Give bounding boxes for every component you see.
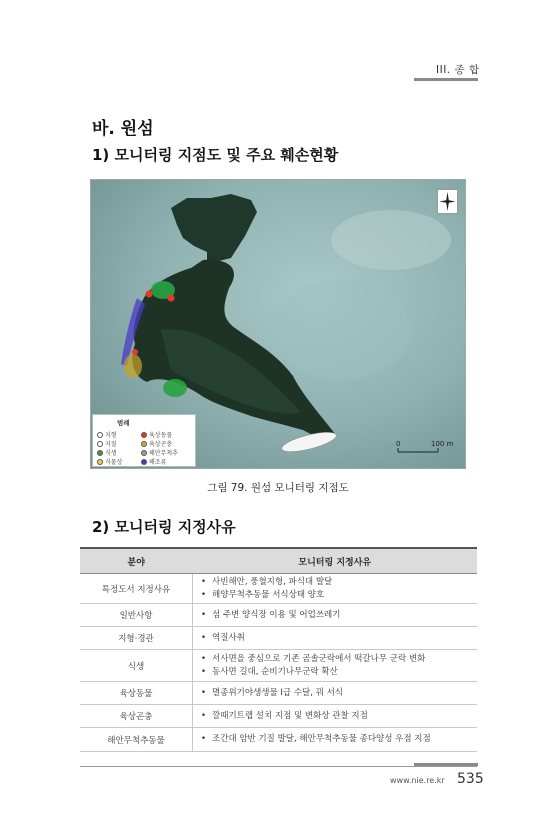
figure-caption: 그림 79. 원섬 모니터링 지점도 <box>207 482 349 494</box>
legend-label: 육상곤충 <box>149 441 173 448</box>
table-row <box>80 728 477 752</box>
row-reasons <box>193 627 478 650</box>
legend-swatch <box>97 441 103 447</box>
legend-item <box>97 430 117 439</box>
legend-title: 범례 <box>117 419 130 427</box>
row-reasons <box>193 650 478 682</box>
row-reasons <box>193 705 478 728</box>
legend-swatch <box>141 450 147 456</box>
subsection-title-reasons: 2) 모니터링 지정사유 <box>92 518 236 536</box>
legend-swatch <box>97 450 103 456</box>
row-reasons <box>193 728 478 752</box>
table-row <box>80 682 477 705</box>
section-title: 바. 원섬 <box>92 119 154 139</box>
legend-label: 식생 <box>105 450 117 457</box>
reason-item: • 깔때기트랩 설치 지점 및 변화상 관찰 지점 <box>201 710 476 723</box>
row-field: 육상곤충 <box>80 705 193 728</box>
legend-item <box>141 448 178 457</box>
reasons-table <box>80 549 477 752</box>
legend-item <box>97 457 122 466</box>
row-field: 일반사항 <box>80 604 193 627</box>
table-row <box>80 604 477 627</box>
row-field: 육상동물 <box>80 682 193 705</box>
legend-label: 해조류 <box>149 459 167 466</box>
header-field: 분야 <box>80 549 193 574</box>
row-field: 지형·경관 <box>80 627 193 650</box>
row-reasons <box>193 604 478 627</box>
legend-label: 지질 <box>105 441 117 448</box>
row-field: 식생 <box>80 650 193 682</box>
reason-item: • 사빈해안, 풍혈지형, 파식대 발달 <box>201 576 476 589</box>
reason-item: • 조간대 암반 기질 발달, 해안무척추동물 종다양성 우점 지점 <box>201 733 476 746</box>
table-row <box>80 627 477 650</box>
legend-label: 지형 <box>105 432 117 439</box>
row-reasons <box>193 574 478 604</box>
footer-site: www.nie.re.kr <box>390 776 445 785</box>
table-row <box>80 650 477 682</box>
table-row <box>80 574 477 604</box>
legend-label: 식물상 <box>105 459 123 466</box>
row-field: 특정도서 지정사유 <box>80 574 193 604</box>
legend-item <box>97 439 117 448</box>
table-header-row <box>80 549 477 574</box>
subsection-title-map: 1) 모니터링 지점도 및 주요 훼손현황 <box>92 146 339 164</box>
chapter-rule <box>414 78 478 81</box>
map-legend <box>92 414 196 467</box>
legend-label: 육상동물 <box>149 432 173 439</box>
reason-item: • 멸종위기야생생물 Ⅰ급 수달, 꿔 서식 <box>201 687 476 700</box>
page-number: 535 <box>457 771 484 787</box>
reason-item: • 역질사취 <box>201 632 476 645</box>
scale-start-label: 0 <box>396 440 401 448</box>
reason-item: • 서사면을 중심으로 기존 곰솔군락에서 떡갈나무 군락 변화 <box>201 653 476 666</box>
legend-item <box>141 430 172 439</box>
legend-swatch <box>141 459 147 465</box>
legend-swatch <box>141 441 147 447</box>
row-field: 해안무척추동물 <box>80 728 193 752</box>
reason-item: • 섬 주변 양식장 이용 및 어업쓰레기 <box>201 609 476 622</box>
scale-end-label: 100 m <box>431 440 454 448</box>
reason-item: • 동사면 길대, 순비기나무군락 확산 <box>201 666 476 679</box>
row-reasons <box>193 682 478 705</box>
north-arrow-icon <box>437 189 458 214</box>
chapter-label: III. 종 합 <box>436 64 480 76</box>
legend-item <box>141 439 172 448</box>
legend-swatch <box>97 459 103 465</box>
legend-item <box>97 448 117 457</box>
legend-item <box>141 457 166 466</box>
legend-swatch <box>141 432 147 438</box>
header-reason: 모니터링 지정사유 <box>193 549 478 574</box>
table-row <box>80 705 477 728</box>
reason-item: • 해양무척추동물 서식상태 양호 <box>201 589 476 602</box>
legend-label: 해안무척추 <box>149 450 178 457</box>
footer-rule <box>80 766 477 767</box>
legend-swatch <box>97 432 103 438</box>
